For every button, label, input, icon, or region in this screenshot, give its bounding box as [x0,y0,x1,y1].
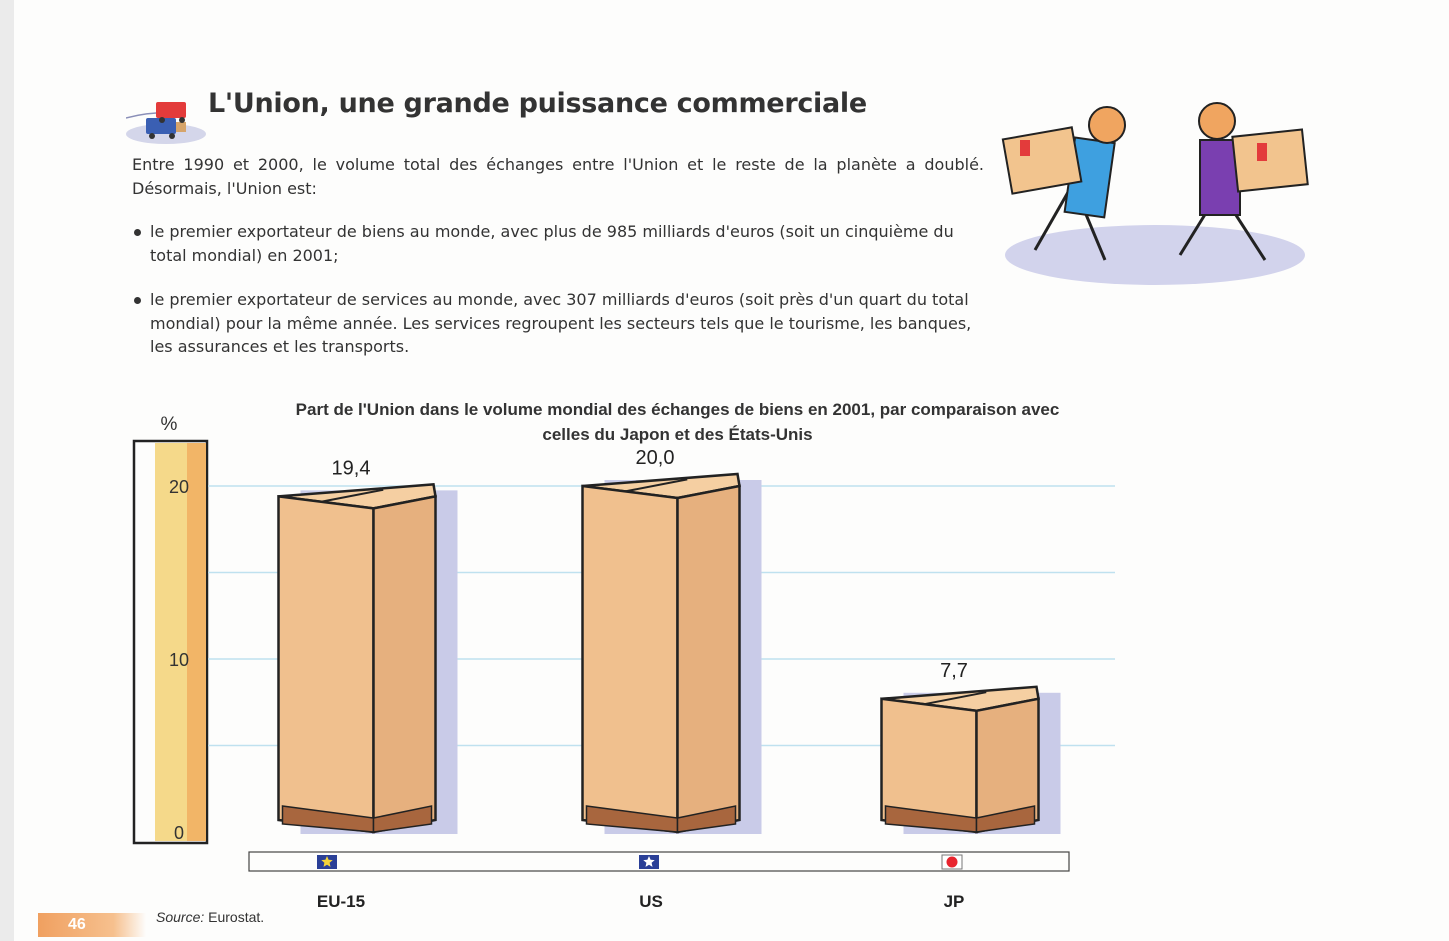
bar-value-label: 19,4 [331,457,371,480]
bar-box-front [279,496,374,832]
y-tick-label: 0 [173,823,185,843]
y-axis-label: % [160,414,178,435]
bar-box-side [374,496,436,832]
bar-box-side [678,486,740,832]
page-number: 46 [38,913,146,937]
scale-yellow-band [155,443,190,841]
jp-flag-icon [942,855,962,869]
page-title: L'Union, une grande puissance commerciale [208,88,867,119]
category-label: EU-15 [316,892,366,911]
bullet-services: le premier exportateur de services au monde, avec 307 milliards d'euros (soit près d'un quart du total mondial) pour la même année. Les services regroupent les secteurs tels que le tourisme, les banques, les assurances et les transports. [132,288,984,359]
category-label: US [639,892,663,911]
source-value: Eurostat. [208,909,265,925]
bar-us [583,447,762,834]
chart-title: Part de l'Union dans le volume mondial des échanges de biens en 2001, par comparaison avec celles du Japon et des États-Unis [295,400,1060,444]
y-scale-bar [134,441,207,843]
eu-flag-icon [317,855,337,869]
category-label: JP [943,892,965,911]
y-tick-label: 20 [168,477,190,497]
bar-jp [882,660,1061,834]
bullet-goods: le premier exportateur de biens au monde, avec plus de 985 milliards d'euros (soit un cinquième du total mondial) en 2001; [132,220,984,267]
bar-box-front [583,486,678,832]
bar-value-label: 20,0 [635,447,675,469]
bar-value-label: 7,7 [940,659,968,682]
bars [279,447,1061,834]
y-tick-label: 10 [168,650,190,670]
source-note [156,909,264,925]
us-star-icon [639,855,659,869]
intro-paragraph: Entre 1990 et 2000, le volume total des échanges entre l'Union et le reste de la planète a doublé. Désormais, l'Union est: [132,155,984,198]
source-label: Source: [156,909,205,925]
scale-orange-band [187,443,206,841]
bar-eu-15 [279,457,458,834]
